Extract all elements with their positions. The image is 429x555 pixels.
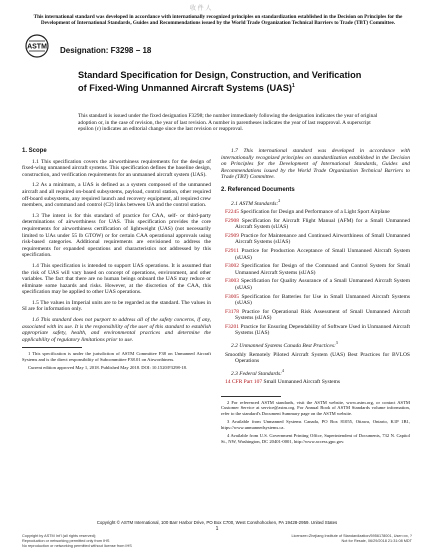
- paragraph-1-5: 1.5 The values in Imperial units are to be regarded as the standard. The values in SI are for information only.: [22, 299, 211, 313]
- footnote-2: 2 For referenced ASTM standards, visit the ASTM website, www.astm.org, or contact ASTM Customer Service at service@astm.org. For Annual Book of ASTM Standards volume information, refer to the standard's Document Summary page on the ASTM website.: [221, 399, 410, 416]
- page-number: 1: [215, 526, 219, 533]
- federal-reference-list: [221, 379, 410, 386]
- astm-logo: [22, 33, 52, 61]
- watermark-stamp: 收 件 人: [190, 6, 212, 12]
- title-footnote-mark: 1: [291, 83, 295, 89]
- footnote-edition: Current edition approved May 1, 2018. Published May 2018. DOI: 10.1520/F3298-18.: [28, 365, 188, 371]
- right-column: [221, 148, 410, 447]
- reference-item: [225, 351, 410, 365]
- document-title: [78, 70, 368, 94]
- reference-title: Specification for Design of the Command and Control System for Small Unmanned Aircraft Systems (sUAS): [235, 263, 410, 276]
- reference-title: Specification for Quality Assurance of a Small Unmanned Aircraft System (sUAS): [235, 278, 410, 291]
- reference-title: Practice for Operational Risk Assessment of Small Unmanned Aircraft Systems (sUAS): [235, 308, 410, 322]
- reference-item: [225, 379, 410, 386]
- reference-title: Specification for Design and Performance of a Light Sport Airplane: [239, 208, 390, 215]
- reference-link[interactable]: F3201: [225, 323, 240, 330]
- reference-item: [225, 308, 410, 322]
- canada-reference-list: [221, 352, 410, 365]
- page-footer: [22, 520, 412, 548]
- paragraph-1-4: 1.4 This specification is intended to support UAS operations. It is assumed that the risk of UAS will vary based on concept of operations, environment, and other variables. The fact that there are no human beings onboard the UAS may reduce or eliminate some hazards and risks. However, at the discretion of the CAA, this specification may be applied to other UAS operations.: [22, 262, 211, 296]
- paragraph-1-2: 1.2 As a minimum, a UAS is defined as a system composed of the unmanned aircraft and all required on-board subsystems, payload, control station, other required off-board subsystems, any required launch and recovery equipment, all required crew members, and command and control (C2) links between UA and the control station.: [22, 182, 211, 209]
- footnote-rule: [221, 396, 281, 397]
- license-left: Copyright by ASTM Int'l (all rights reserved); Reproduction or networking permitted only from IHS No reproduction or networking permitted without license from IHS: [22, 534, 132, 548]
- reference-link[interactable]: F2908: [225, 217, 240, 224]
- reference-title: Practice for Production Acceptance of Small Unmanned Aircraft System (sUAS): [235, 247, 410, 261]
- title-text: Standard Specification for Design, Construction, and Verification of Fixed-Wing Unmanned Aircraft Systems (UAS): [78, 70, 362, 94]
- reference-item: [225, 217, 410, 231]
- reference-title: Practice for Ensuring Dependability of Software Used in Unmanned Aircraft Systems (UAS): [235, 323, 410, 337]
- footnote-4: 4 Available from U.S. Government Printing Office, Superintendent of Documents, 732 N. Capitol St., NW, Washington, DC 20401-0001, http://www.access.gpo.gov.: [221, 433, 410, 444]
- astm-reference-list: [221, 209, 410, 337]
- reference-item: [225, 293, 410, 307]
- tbt-notice: This international standard was developed in accordance with internationally recognized principles on standardization established in the Decision on Principles for the Development of International Standards, Guides and Recommendations issued by the World Trade Organization Technical Barriers to Trade (TBT) Committee.: [33, 14, 403, 26]
- canada-heading: 2.2 Unmanned Systems Canada Best Practices:$^3$: [231, 340, 338, 349]
- footnote-rule: [22, 347, 82, 348]
- paragraph-1-3: 1.3 The intent is for this standard of practice for CAA, self- or third-party determinations of airworthiness for UAS. This specification provides the core requirements for airworthiness certification of lightweight (UAS) (not necessarily limited to UAs under 55 lb GTOW) or for certain CAA operational approvals using risk-based categories. Additional requirements are envisioned to address the requirements for expanded operations and characteristics not addressed by this specification.: [22, 212, 211, 259]
- scope-heading: 1. Scope: [22, 148, 47, 154]
- reference-item: [225, 232, 410, 246]
- astm-standards-heading: 2.1 ASTM Standards:$^2$: [231, 197, 281, 207]
- reference-link[interactable]: F2911: [225, 247, 239, 254]
- paragraph-1-1: 1.1 This specification covers the airworthiness requirements for the design of fixed-wing unmanned aircraft systems. This specification defines the baseline design, construction, and verification requirements for an unmanned aircraft system (UAS).: [22, 158, 211, 178]
- reference-item: [225, 323, 410, 337]
- reference-title: Small Unmanned Aircraft Systems: [262, 379, 341, 386]
- svg-text:ASTM: ASTM: [27, 43, 47, 51]
- reference-item: [225, 263, 410, 276]
- reference-item: [225, 278, 410, 291]
- reference-link[interactable]: 14 CFR Part 107: [225, 379, 263, 386]
- paragraph-1-7: 1.7 This international standard was developed in accordance with internationally recognized principles on standardization established in the Decision on Principles for the Development of International Standards, Guides and Recommendations issued by the World Trade Organization Technical Barriers to Trade (TBT) Committee.: [221, 148, 410, 181]
- reference-link[interactable]: F2909: [225, 232, 240, 239]
- issuance-note: This standard is issued under the fixed designation F3298; the number immediately following the designation indicates the year of original adoption or, in the case of revision, the year of last revision. A number in parentheses indicates the year of last reapproval. A superscript epsilon (ε) indicates an editorial change since the last revision or reapproval.: [78, 113, 378, 133]
- reference-link[interactable]: F3178: [225, 308, 240, 315]
- footnote-3: 3 Available from Unmanned Systems Canada, PO Box 81055, Ottawa, Ontario, K1P 1B1, https://www.unmannedsystems.ca.: [221, 419, 410, 430]
- reference-link[interactable]: F3003: [225, 278, 240, 285]
- license-info: [22, 534, 412, 548]
- reference-title: Practice for Maintenance and Continued Airworthiness of Small Unmanned Aircraft Systems (sUAS): [235, 232, 410, 246]
- left-column: [22, 148, 211, 374]
- copyright-line: Copyright © ASTM International, 100 Barr Harbor Drive, PO Box C700, West Conshohocken, PA 19428-2959. United States: [96, 520, 338, 525]
- federal-heading: 2.3 Federal Standards:$^4$: [231, 367, 284, 377]
- reference-item: [225, 247, 410, 261]
- reference-title: Specification for Batteries for Use in Small Unmanned Aircraft Systems (sUAS): [235, 293, 410, 307]
- reference-link[interactable]: F3002: [225, 263, 240, 270]
- referenced-documents-heading: 2. Referenced Documents: [221, 186, 295, 193]
- reference-link[interactable]: F2245: [225, 208, 240, 215]
- reference-item: [225, 208, 410, 216]
- paragraph-1-6: 1.6 This standard does not purport to address all of the safety concerns, if any, associated with its use. It is the responsibility of the user of this standard to establish appropriate safety, health, and environmental practices and determine the applicability of regulatory limitations prior to use.: [22, 317, 211, 343]
- footnote-1: 1 This specification is under the jurisdiction of ASTM Committee F38 on Unmanned Aircraft Systems and is the direct responsibility of Subcommittee F38.01 on Airworthiness.: [22, 351, 211, 362]
- designation: Designation: F3298 − 18: [60, 46, 152, 55]
- reference-link[interactable]: F3005: [225, 293, 240, 300]
- license-right: Licensee=Zhejiang Institute of Standardization/5956178001, User=xx, ? Not for Resale, 06/29/2018 21:31:08 MDT: [291, 534, 412, 543]
- reference-title: Smoothly Remotely Piloted Aircraft System (UAS) Best Practices for BVLOS Operations: [225, 351, 410, 365]
- reference-title: Specification for Aircraft Flight Manual (AFM) for a Small Unmanned Aircraft System (sUAS): [235, 217, 410, 231]
